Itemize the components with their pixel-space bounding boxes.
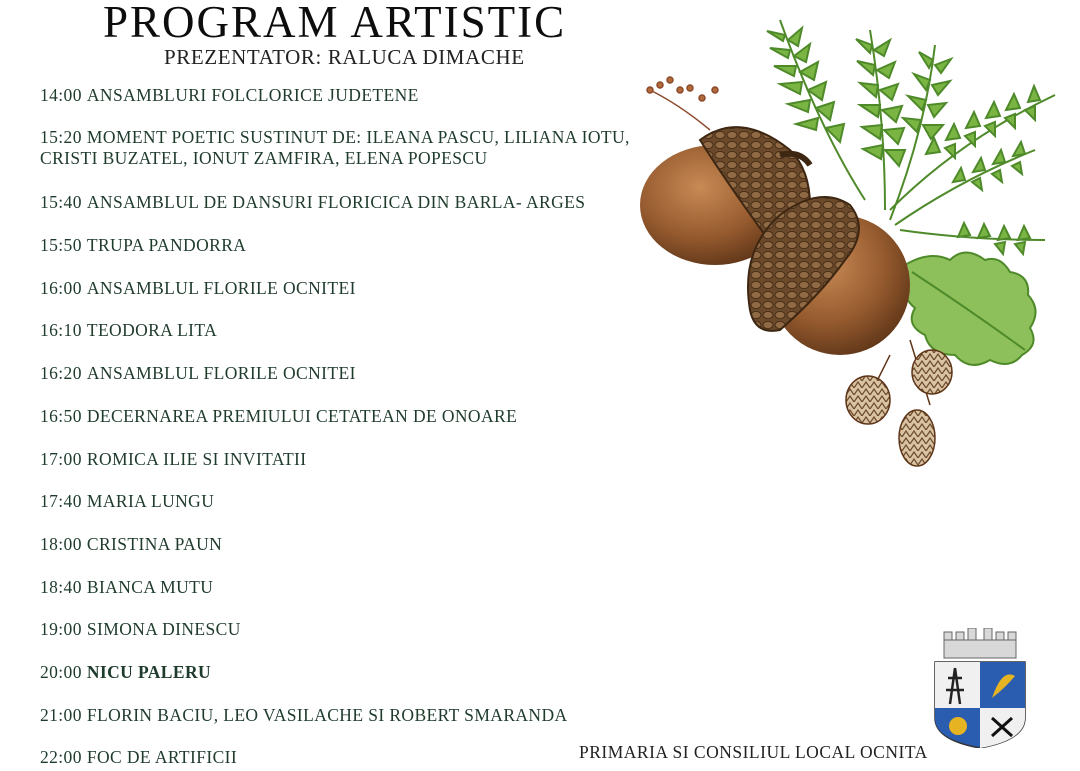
program-item [40,577,213,598]
program-item [40,534,222,555]
item-text: SIMONA DINESCU [86,619,241,639]
item-text: ANSAMBLUL DE DANSURI FLORICICA DIN BARLA- ARGES [86,192,586,212]
item-time: 21:00 [40,705,82,725]
item-time: 15:50 [40,235,82,255]
item-text: MOMENT POETIC SUSTINUT DE: ILEANA PASCU, LILIANA IOTU, [86,127,630,147]
oak-leaf [903,253,1036,365]
item-text: ANSAMBLUL FLORILE OCNITEI [86,278,356,298]
program-item [40,278,356,299]
program-item-headliner [40,662,211,683]
item-text: CRISTINA PAUN [86,534,223,554]
item-text: DECERNAREA PREMIULUI CETATEAN DE ONOARE [86,406,518,426]
program-item [40,491,214,512]
program-item [40,747,237,768]
program-item [40,192,585,213]
program-item [40,235,246,256]
item-time: 17:40 [40,491,82,511]
program-item [40,406,517,427]
dried-twig [647,77,718,130]
item-time: 22:00 [40,747,82,767]
program-item [40,127,630,169]
item-text: ANSAMBLURI FOLCLORICE JUDETENE [86,85,419,105]
item-text: NICU PALERU [86,662,212,682]
item-time: 17:00 [40,449,82,469]
item-time: 16:50 [40,406,82,426]
program-item [40,705,568,726]
item-time: 16:10 [40,320,82,340]
item-time: 18:40 [40,577,82,597]
item-text-continued: CRISTI BUZATEL, IONUT ZAMFIRA, ELENA POPESCU [40,148,488,168]
program-item [40,363,356,384]
acorn-fern-illustration [630,10,1070,480]
item-text: TRUPA PANDORRA [86,235,247,255]
program-item [40,320,217,341]
program-item [40,619,241,640]
item-text: MARIA LUNGU [86,491,215,511]
item-time: 16:00 [40,278,82,298]
item-time: 15:40 [40,192,82,212]
item-text: ROMICA ILIE SI INVITATII [86,449,307,469]
item-text: FLORIN BACIU, LEO VASILACHE SI ROBERT SMARANDA [86,705,568,725]
item-text: BIANCA MUTU [86,577,214,597]
item-text: TEODORA LITA [86,320,218,340]
item-text: FOC DE ARTIFICII [86,747,238,767]
item-time: 20:00 [40,662,82,682]
program-item [40,449,307,470]
item-time: 19:00 [40,619,82,639]
page-title: PROGRAM ARTISTIC [103,0,567,47]
item-time: 15:20 [40,127,82,147]
acorn-cups [846,340,952,466]
program-item [40,85,419,106]
presenter-line: PREZENTATOR: RALUCA DIMACHE [164,45,525,69]
item-time: 18:00 [40,534,82,554]
item-time: 16:20 [40,363,82,383]
coat-of-arms-icon [930,628,1030,748]
item-text: ANSAMBLUL FLORILE OCNITEI [86,363,356,383]
organizer-footer: PRIMARIA SI CONSILIUL LOCAL OCNITA [579,742,928,762]
item-time: 14:00 [40,85,82,105]
